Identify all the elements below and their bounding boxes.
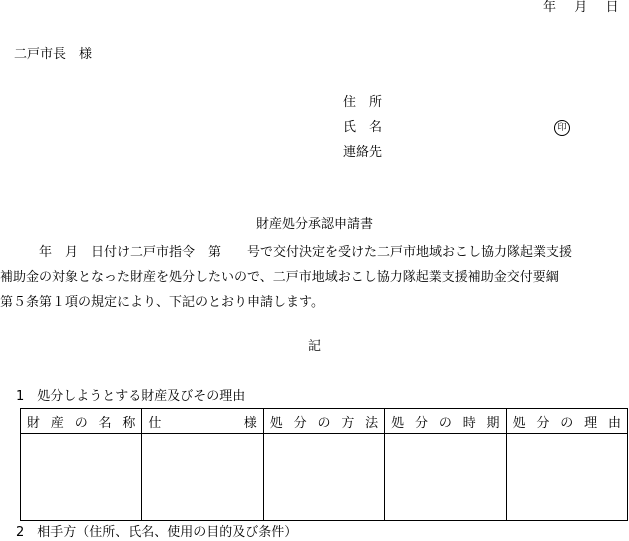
header-char: 処 (269, 415, 283, 431)
cell-timing[interactable] (385, 434, 506, 521)
header-char: の (560, 415, 574, 431)
date-day-label: 日 (605, 0, 619, 15)
ki-heading: 記 (307, 339, 321, 354)
section-2-heading: 2 相手方（住所、氏名、使用の目的及び条件） (16, 525, 298, 540)
header-char: 時 (462, 415, 476, 431)
cell-property-name[interactable] (21, 434, 142, 521)
address-label: 住 所 (343, 95, 383, 110)
header-char: 産 (50, 415, 64, 431)
seal-mark: 印 (554, 120, 570, 136)
header-char: 名 (98, 415, 112, 431)
disposal-table (20, 408, 629, 522)
body-line: 年 月 日付け二戸市指令 第 号で交付決定を受けた二戸市地域おこし協力隊起業支援 (0, 245, 573, 260)
body-line: 第５条第１項の規定により、下記のとおり申請します。 (0, 295, 324, 310)
header-char: 方 (341, 415, 355, 431)
header-reason (506, 409, 627, 434)
header-char: 処 (391, 415, 405, 431)
header-char: 処 (512, 415, 526, 431)
date-year-label: 年 (543, 0, 557, 15)
body-text (0, 240, 629, 315)
cell-reason[interactable] (506, 434, 627, 521)
header-char: の (74, 415, 88, 431)
header-char: の (438, 415, 452, 431)
header-char: 様 (243, 415, 257, 431)
section-1-heading: 1 処分しようとする財産及びその理由 (16, 389, 246, 404)
header-char: 期 (486, 415, 500, 431)
header-property-name (21, 409, 142, 434)
header-char: 法 (365, 415, 379, 431)
contact-label: 連絡先 (343, 145, 383, 160)
body-line: 補助金の対象となった財産を処分したいので、二戸市地域おこし協力隊起業支援補助金交付要綱 (0, 270, 559, 285)
name-label: 氏 名 (343, 120, 383, 135)
header-char: 仕 (148, 415, 162, 431)
header-specification (142, 409, 263, 434)
cell-method[interactable] (263, 434, 384, 521)
header-char: 分 (415, 415, 429, 431)
header-char: 財 (27, 415, 41, 431)
header-char: 称 (122, 415, 136, 431)
header-char: 分 (293, 415, 307, 431)
header-char: の (317, 415, 331, 431)
header-char: 由 (607, 415, 621, 431)
table-row (21, 434, 628, 521)
document-title: 財産処分承認申請書 (255, 217, 373, 232)
header-timing (385, 409, 506, 434)
table-header-row (21, 409, 628, 434)
cell-specification[interactable] (142, 434, 263, 521)
date-month-label: 月 (574, 0, 588, 15)
addressee: 二戸市長 様 (14, 47, 93, 62)
header-char: 分 (536, 415, 550, 431)
header-char: 理 (584, 415, 598, 431)
date-line (543, 0, 619, 16)
header-method (263, 409, 384, 434)
